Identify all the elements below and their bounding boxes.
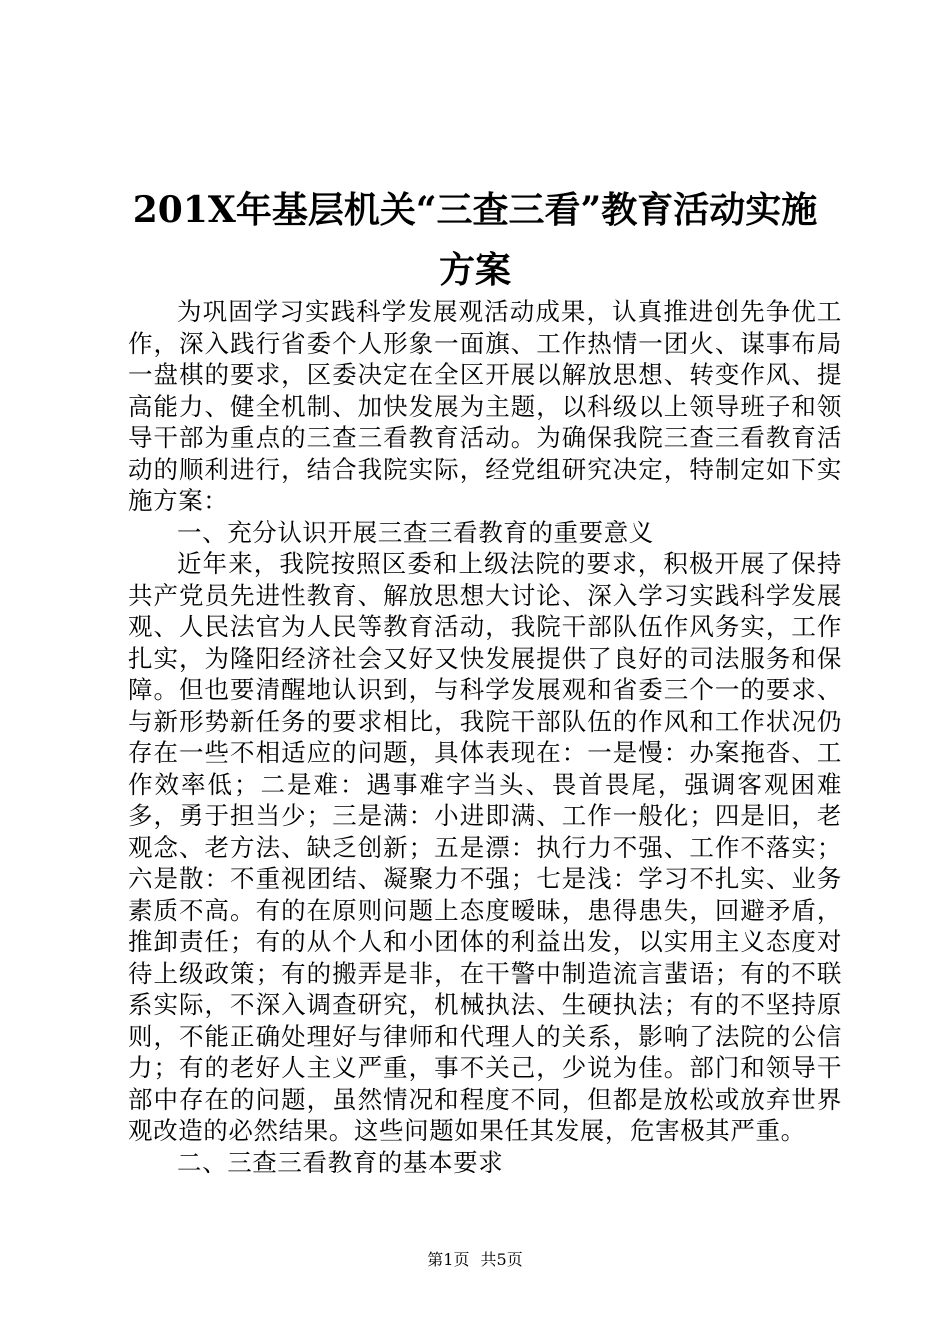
section-heading-2: 二、三查三看教育的基本要求 [177, 1147, 504, 1177]
paragraph-section-1: 近年来，我院按照区委和上级法院的要求，积极开展了保持共产党员先进性教育、解放思想大讨论、深入学习实践科学发展观、人民法官为人民等教育活动，我院干部队伍作风务实，工作扎实，为隆阳经济社会又好又快发展提供了良好的司法服务和保障。但也要清醒地认识到，与科学发展观和省委三个一的要求、与新形势新任务的要求相比，我院干部队伍的作风和工作状况仍存在一些不相适应的问题，具体表现在：一是慢：办案拖沓、工作效率低；二是难：遇事难字当头、畏首畏尾，强调客观困难多，勇于担当少；三是满：小进即满、工作一般化；四是旧，老观念、老方法、缺乏创新；五是漂：执行力不强、工作不落实；六是散：不重视团结、凝聚力不强；七是浅：学习不扎实、业务素质不高。有的在原则问题上态度暧昧，患得患失，回避矛盾，推卸责任；有的从个人和小团体的利益出发，以实用主义态度对待上级政策；有的搬弄是非，在干警中制造流言蜚语；有的不联系实际，不深入调查研究，机械执法、生硬执法；有的不坚持原则，不能正确处理好与律师和代理人的关系，影响了法院的公信力；有的老好人主义严重，事不关己，少说为佳。部门和领导干部中存在的问题，虽然情况和程度不同，但都是放松或放弃世界观改造的必然结果。这些问题如果任其发展，危害极其严重。 [128, 549, 842, 1145]
page-total: 共5页 [480, 1250, 523, 1269]
document-title-line2: 方案 [438, 249, 511, 291]
section-heading-1: 一、充分认识开展三查三看教育的重要意义 [177, 517, 654, 547]
paragraph-intro: 为巩固学习实践科学发展观活动成果，认真推进创先争优工作，深入践行省委个人形象一面旗、工作热情一团火、谋事布局一盘棋的要求，区委决定在全区开展以解放思想、转变作风、提高能力、健全机制、加快发展为主题，以科级以上领导班子和领导干部为重点的三查三看教育活动。为确保我院三查三看教育活动的顺利进行，结合我院实际，经党组研究决定，特制定如下实施方案： [128, 297, 842, 515]
document-title-line1: 201X年基层机关“三查三看”教育活动实施 [132, 189, 818, 231]
page-footer [0, 1250, 950, 1270]
document-body [128, 296, 842, 1178]
page-number: 第1页 [427, 1250, 470, 1269]
